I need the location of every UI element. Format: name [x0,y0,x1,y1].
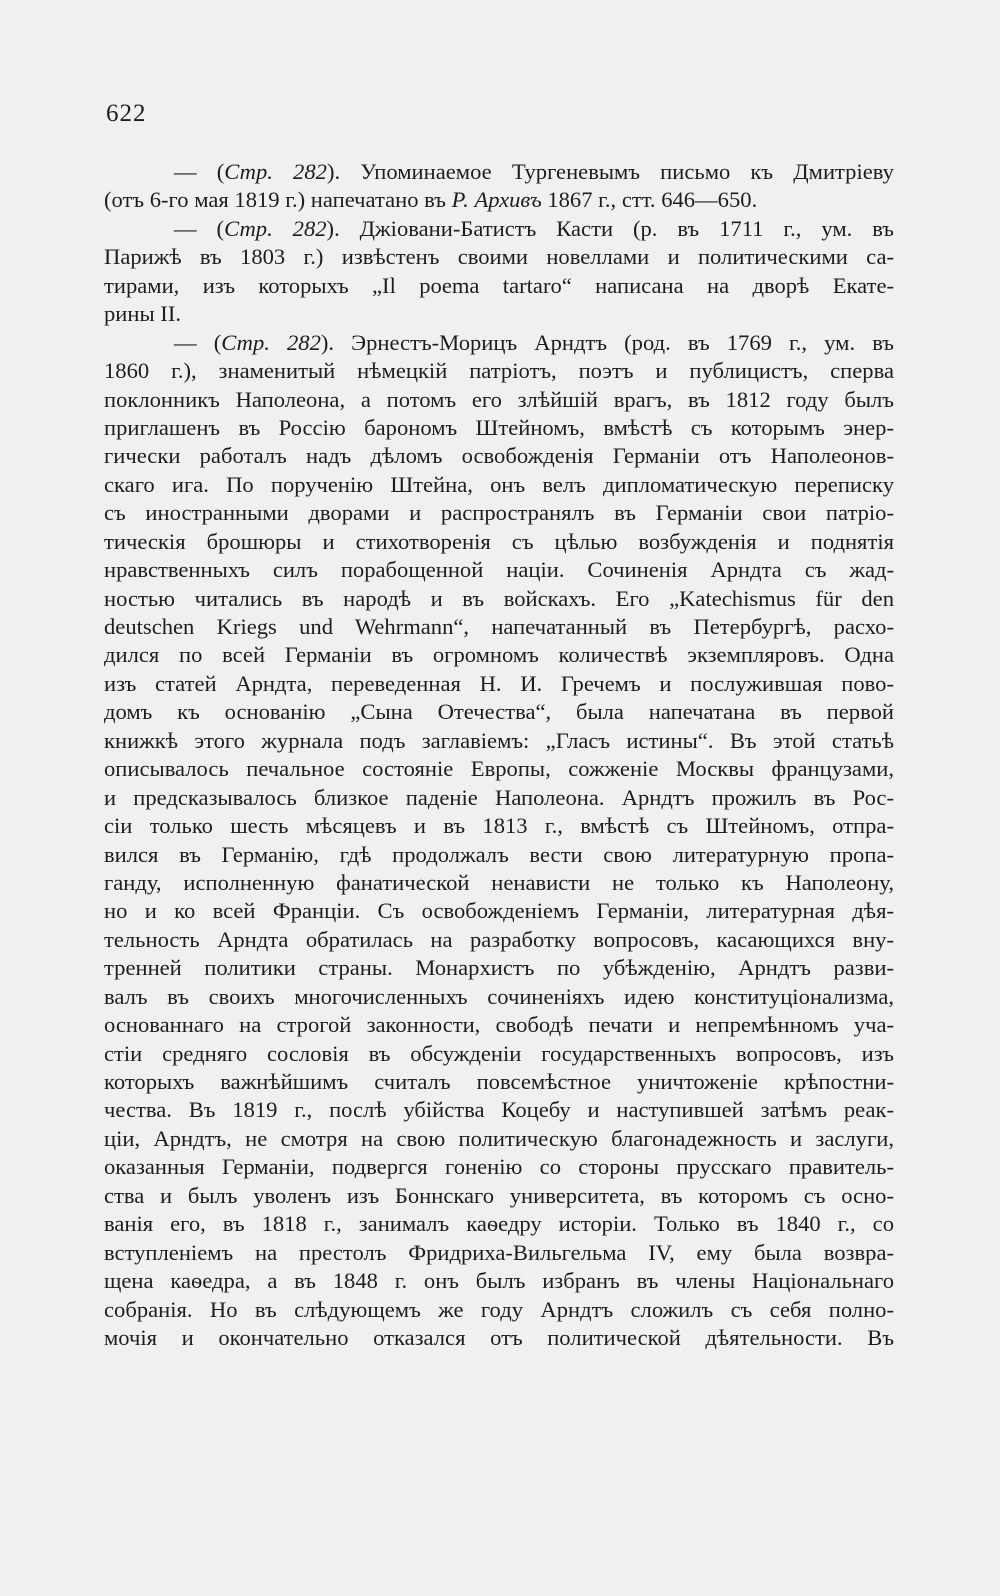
text-line: сiи только шесть мѣсяцевъ и въ 1813 г., вмѣстѣ съ Штейномъ, отпра- [104,813,894,839]
line-prefix: — ( [174,329,222,355]
text-line: чества. Въ 1819 г., послѣ убiйства Коцебу и наступившей затѣмъ реак- [104,1097,894,1123]
text-line: дился по всей Германiи въ огромномъ количествѣ экземпляровъ. Одна [104,642,894,668]
line-text: ). Джiовани-Батистъ Касти (р. въ 1711 г., ум. въ [326,215,894,241]
page-reference: Стр. 282 [221,329,321,355]
text-line: которыхъ важнѣйшимъ считалъ повсемѣстное уничтоженiе крѣпостни- [104,1069,894,1094]
text-line: стiи средняго сословiя въ обсужденiи государственныхъ вопросовъ, изъ [104,1040,894,1066]
text-line: валъ въ своихъ многочисленныхъ сочиненiяхъ идею конституцiонализма, [104,983,894,1009]
text-line: поклонникъ Наполеона, а потомъ его злѣйшiй врагъ, въ 1812 году былъ [104,386,894,412]
line-prefix: (отъ 6-го мая 1819 г.) напечатано въ [104,187,452,213]
text-line: описывалось печальное состоянiе Европы, сожженiе Москвы французами, [104,756,894,782]
text-line [104,215,894,243]
text-body [104,158,894,1352]
line-prefix: — ( [174,159,225,184]
text-line [104,158,894,186]
text-line: 1860 г.), знаменитый нѣмецкiй патрiотъ, поэтъ и публицистъ, сперва [104,358,894,384]
text-line [104,329,894,357]
text-line: deutschen Kriegs und Wehrmann“, напечатанный въ Петербургѣ, расхо- [104,614,894,639]
text-line: ванiя его, въ 1818 г., занималъ каѳедру исторiи. Только въ 1840 г., со [104,1211,894,1237]
text-line: съ иностранными дворами и распространялъ въ Германiи свои патрiо- [104,500,894,526]
text-line: гически работалъ надъ дѣломъ освобожденiя Германiи отъ Наполеонов- [104,443,894,469]
text-line: собранiя. Но въ слѣдующемъ же году Арндтъ сложилъ съ себя полно- [104,1296,894,1322]
line-prefix: — ( [174,215,225,241]
text-line: щена каѳедра, а въ 1848 г. онъ былъ избранъ въ члены Нацiональнаго [104,1268,894,1294]
text-line: вступленiемъ на престолъ Фридриха-Вильгельма IV, ему была возвра- [104,1239,894,1265]
text-line: изъ статей Арндта, переведенная Н. И. Гречемъ и послужившая пово- [104,670,894,696]
text-line: цiи, Арндтъ, не смотря на свою политическую благонадежность и заслуги, [104,1125,894,1151]
text-line: Парижѣ въ 1803 г.) извѣстенъ своими новеллами и политическими са- [104,244,894,270]
text-line: оказанныя Германiи, подвергся гоненiю со стороны прусскаго правитель- [104,1154,894,1180]
text-line: но и ко всей Францiи. Съ освобожденiемъ Германiи, литературная дѣя- [104,898,894,924]
text-line: тренней политики страны. Монархистъ по убѣжденiю, Арндтъ разви- [104,955,894,981]
page-reference: Стр. 282 [224,215,327,241]
text-line: тельность Арндта обратилась на разработку вопросовъ, касающихся вну- [104,926,894,952]
page-reference: Р. Архивъ [451,187,542,213]
text-line: домъ къ основанiю „Сына Отечества“, была напечатана въ первой [104,699,894,725]
text-line: ганду, исполненную фанатической ненависти не только къ Наполеону, [104,869,894,895]
text-line: книжкѣ этого журнала подъ заглавiемъ: „Гласъ истины“. Въ этой статьѣ [104,727,894,753]
text-line: тическiя брошюры и стихотворенiя съ цѣлью возбужденiя и поднятiя [104,528,894,554]
text-line: приглашенъ въ Россiю барономъ Штейномъ, вмѣстѣ съ которымъ энер- [104,414,894,440]
text-line: вился въ Германiю, гдѣ продолжалъ вести свою литературную пропа- [104,841,894,867]
line-text: ). Упоминаемое Тургеневымъ письмо къ Дмитрiеву [326,159,894,184]
text-line: ства и былъ уволенъ изъ Боннскаго университета, въ которомъ съ осно- [104,1182,894,1208]
text-line: ностью читались въ народѣ и въ войскахъ. Его „Katechismus für den [104,585,894,611]
text-line: и предсказывалось близкое паденiе Наполеона. Арндтъ прожилъ въ Рос- [104,784,894,810]
page-reference: Стр. 282 [224,159,327,184]
text-line [104,186,894,214]
text-line: рины II. [104,301,182,327]
line-text: 1867 г., стт. 646—650. [541,187,758,213]
text-line: тирами, изъ которыхъ „Il poema tartaro“ написана на дворѣ Екате- [104,272,894,298]
text-line: скаго ига. По порученiю Штейна, онъ велъ дипломатическую переписку [104,471,894,497]
page-number: 622 [106,100,147,127]
text-line: основаннаго на строгой законности, свободѣ печати и непремѣнномъ уча- [104,1012,894,1038]
text-line: нравственныхъ силъ порабощенной нацiи. Сочиненiя Арндта съ жад- [104,557,894,583]
text-line: мочiя и окончательно отказался отъ политической дѣятельности. Въ [104,1324,894,1350]
line-text: ). Эрнестъ-Морицъ Арндтъ (род. въ 1769 г., ум. въ [320,329,894,355]
